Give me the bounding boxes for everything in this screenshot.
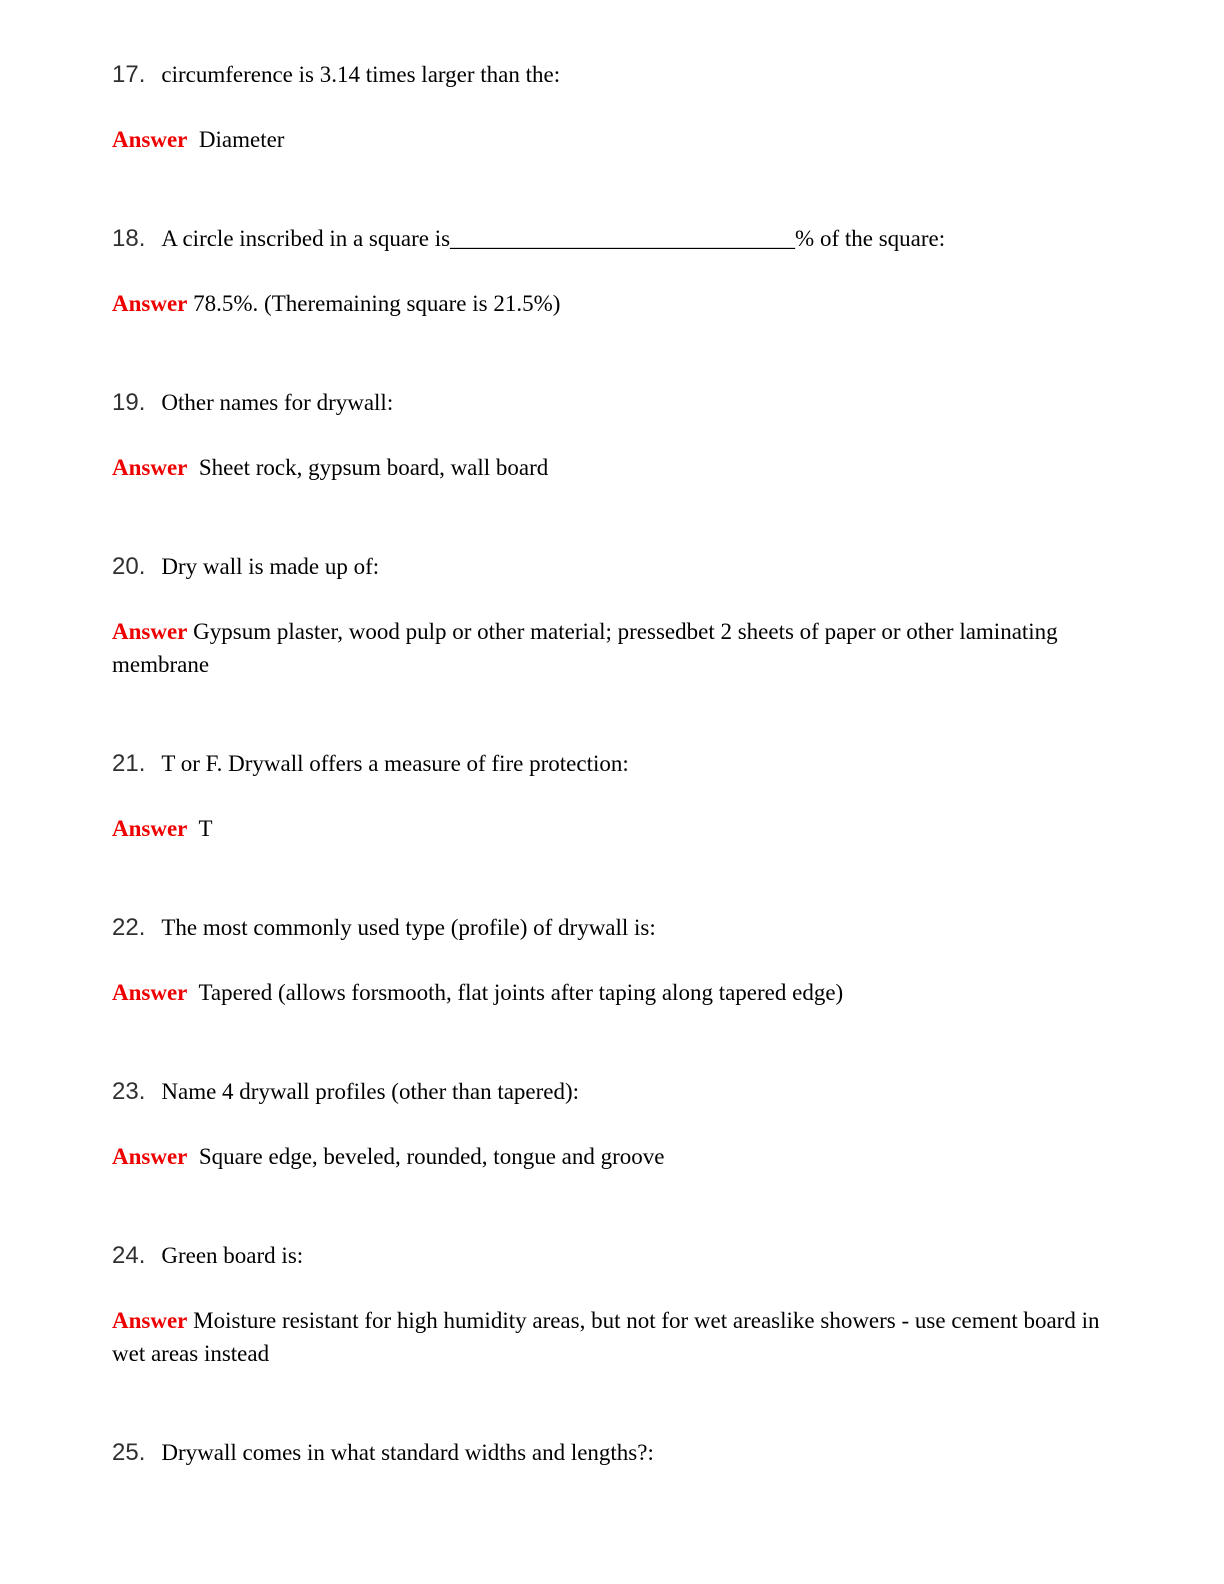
answer-text: T: [187, 816, 213, 841]
question-number: 24.: [112, 1242, 146, 1269]
question-block: [112, 222, 1112, 320]
answer-text: 78.5%. (Theremaining square is 21.5%): [187, 291, 561, 316]
answer-line: [112, 1140, 1112, 1173]
question-line: [112, 1075, 1112, 1108]
question-line: [112, 386, 1112, 419]
question-line: [112, 1239, 1112, 1272]
answer-label: Answer: [112, 619, 188, 644]
answer-line: [112, 287, 1112, 320]
question-block: [112, 58, 1112, 156]
question-number: 20.: [112, 553, 146, 580]
answer-text: Square edge, beveled, rounded, tongue and groove: [187, 1144, 665, 1169]
question-text: Name 4 drywall profiles (other than tapered):: [161, 1079, 580, 1104]
question-number: 17.: [112, 61, 146, 88]
question-number: 25.: [112, 1439, 146, 1466]
question-block: [112, 1436, 1112, 1469]
answer-label: Answer: [112, 291, 188, 316]
question-line: [112, 58, 1112, 91]
question-block: [112, 911, 1112, 1009]
question-number: 23.: [112, 1078, 146, 1105]
question-number: 18.: [112, 225, 146, 252]
answer-text: Tapered (allows forsmooth, flat joints after taping along tapered edge): [187, 980, 844, 1005]
answer-label: Answer: [112, 1144, 188, 1169]
question-block: [112, 1239, 1112, 1370]
answer-label: Answer: [112, 1308, 188, 1333]
question-text: A circle inscribed in a square is______________________________% of the square:: [161, 226, 946, 251]
question-text: Other names for drywall:: [161, 390, 394, 415]
question-text: Dry wall is made up of:: [161, 554, 380, 579]
answer-line: [112, 812, 1112, 845]
answer-line: [112, 615, 1112, 681]
question-number: 19.: [112, 389, 146, 416]
question-line: [112, 747, 1112, 780]
answer-line: [112, 451, 1112, 484]
question-number: 22.: [112, 914, 146, 941]
answer-text: Gypsum plaster, wood pulp or other material; pressedbet 2 sheets of paper or other laminating membrane: [112, 619, 1064, 677]
answer-line: [112, 976, 1112, 1009]
question-block: [112, 747, 1112, 845]
question-block: [112, 1075, 1112, 1173]
question-text: circumference is 3.14 times larger than the:: [161, 62, 561, 87]
answer-label: Answer: [112, 816, 188, 841]
question-text: T or F. Drywall offers a measure of fire protection:: [161, 751, 629, 776]
answer-text: Moisture resistant for high humidity areas, but not for wet areaslike showers - use cement board in wet areas instead: [112, 1308, 1106, 1366]
answer-label: Answer: [112, 455, 188, 480]
question-number: 21.: [112, 750, 146, 777]
answer-label: Answer: [112, 980, 188, 1005]
answer-label: Answer: [112, 127, 188, 152]
answer-text: Diameter: [187, 127, 285, 152]
question-text: Drywall comes in what standard widths and lengths?:: [161, 1440, 654, 1465]
question-line: [112, 911, 1112, 944]
question-text: Green board is:: [161, 1243, 304, 1268]
question-line: [112, 1436, 1112, 1469]
answer-line: [112, 123, 1112, 156]
question-text: The most commonly used type (profile) of drywall is:: [161, 915, 656, 940]
question-block: [112, 386, 1112, 484]
answer-text: Sheet rock, gypsum board, wall board: [187, 455, 549, 480]
question-line: [112, 222, 1112, 255]
question-line: [112, 550, 1112, 583]
answer-line: [112, 1304, 1112, 1370]
question-block: [112, 550, 1112, 681]
